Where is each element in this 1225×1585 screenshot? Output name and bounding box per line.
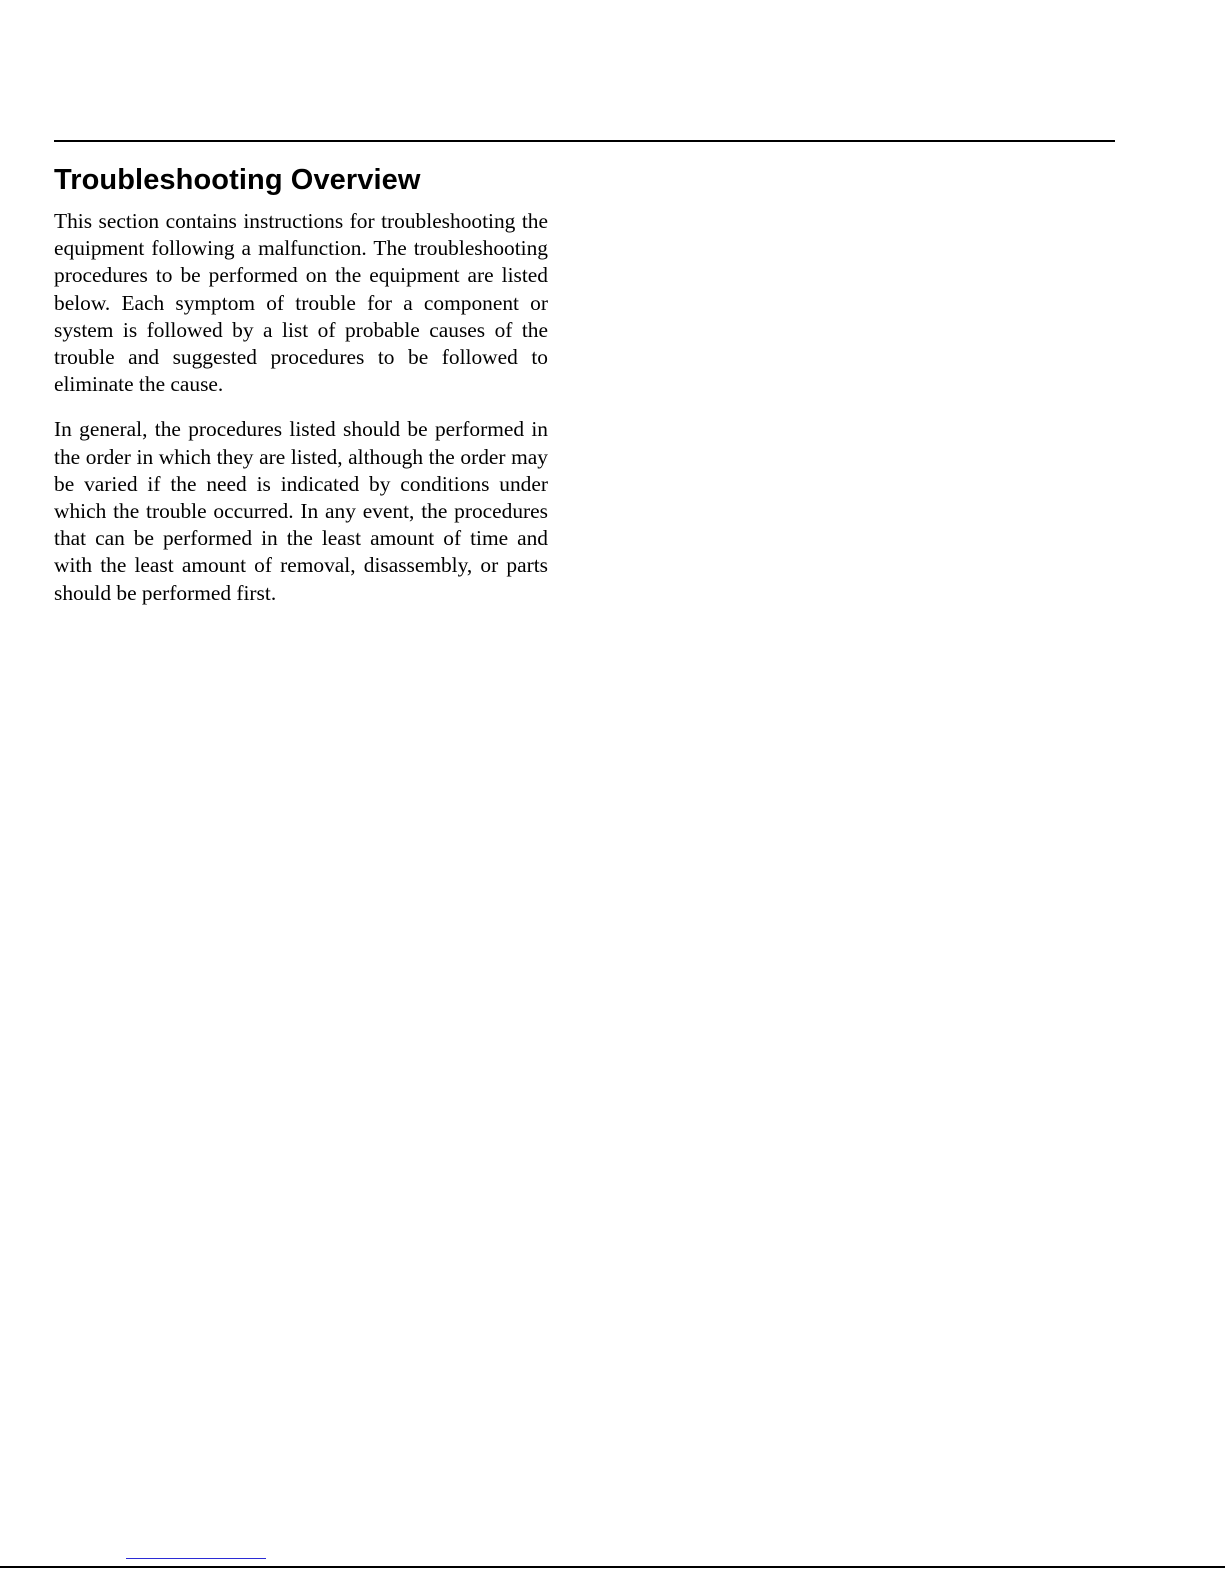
troubleshooting-section (54, 160, 548, 625)
procedure-order-paragraph: In general, the procedures listed should be performed in the order in which they are listed, although the order may be varied if the need is indicated by conditions under which the trouble occurred. In any event, the procedures that can be performed in the least amount of time and with the least amount of removal, disassembly, or parts should be performed first. (54, 417, 548, 605)
footer-link-underline (126, 1558, 266, 1559)
footer-divider (0, 1566, 1225, 1568)
header-divider (54, 140, 1115, 142)
intro-paragraph: This section contains instructions for troubleshooting the equipment following a malfunction. The troubleshooting procedures to be performed on the equipment are listed below. Each symptom of trouble for a component or system is followed by a list of probable causes of the trouble and suggested procedures to be followed to eliminate the cause. (54, 209, 548, 397)
section-title: Troubleshooting Overview (54, 164, 421, 196)
